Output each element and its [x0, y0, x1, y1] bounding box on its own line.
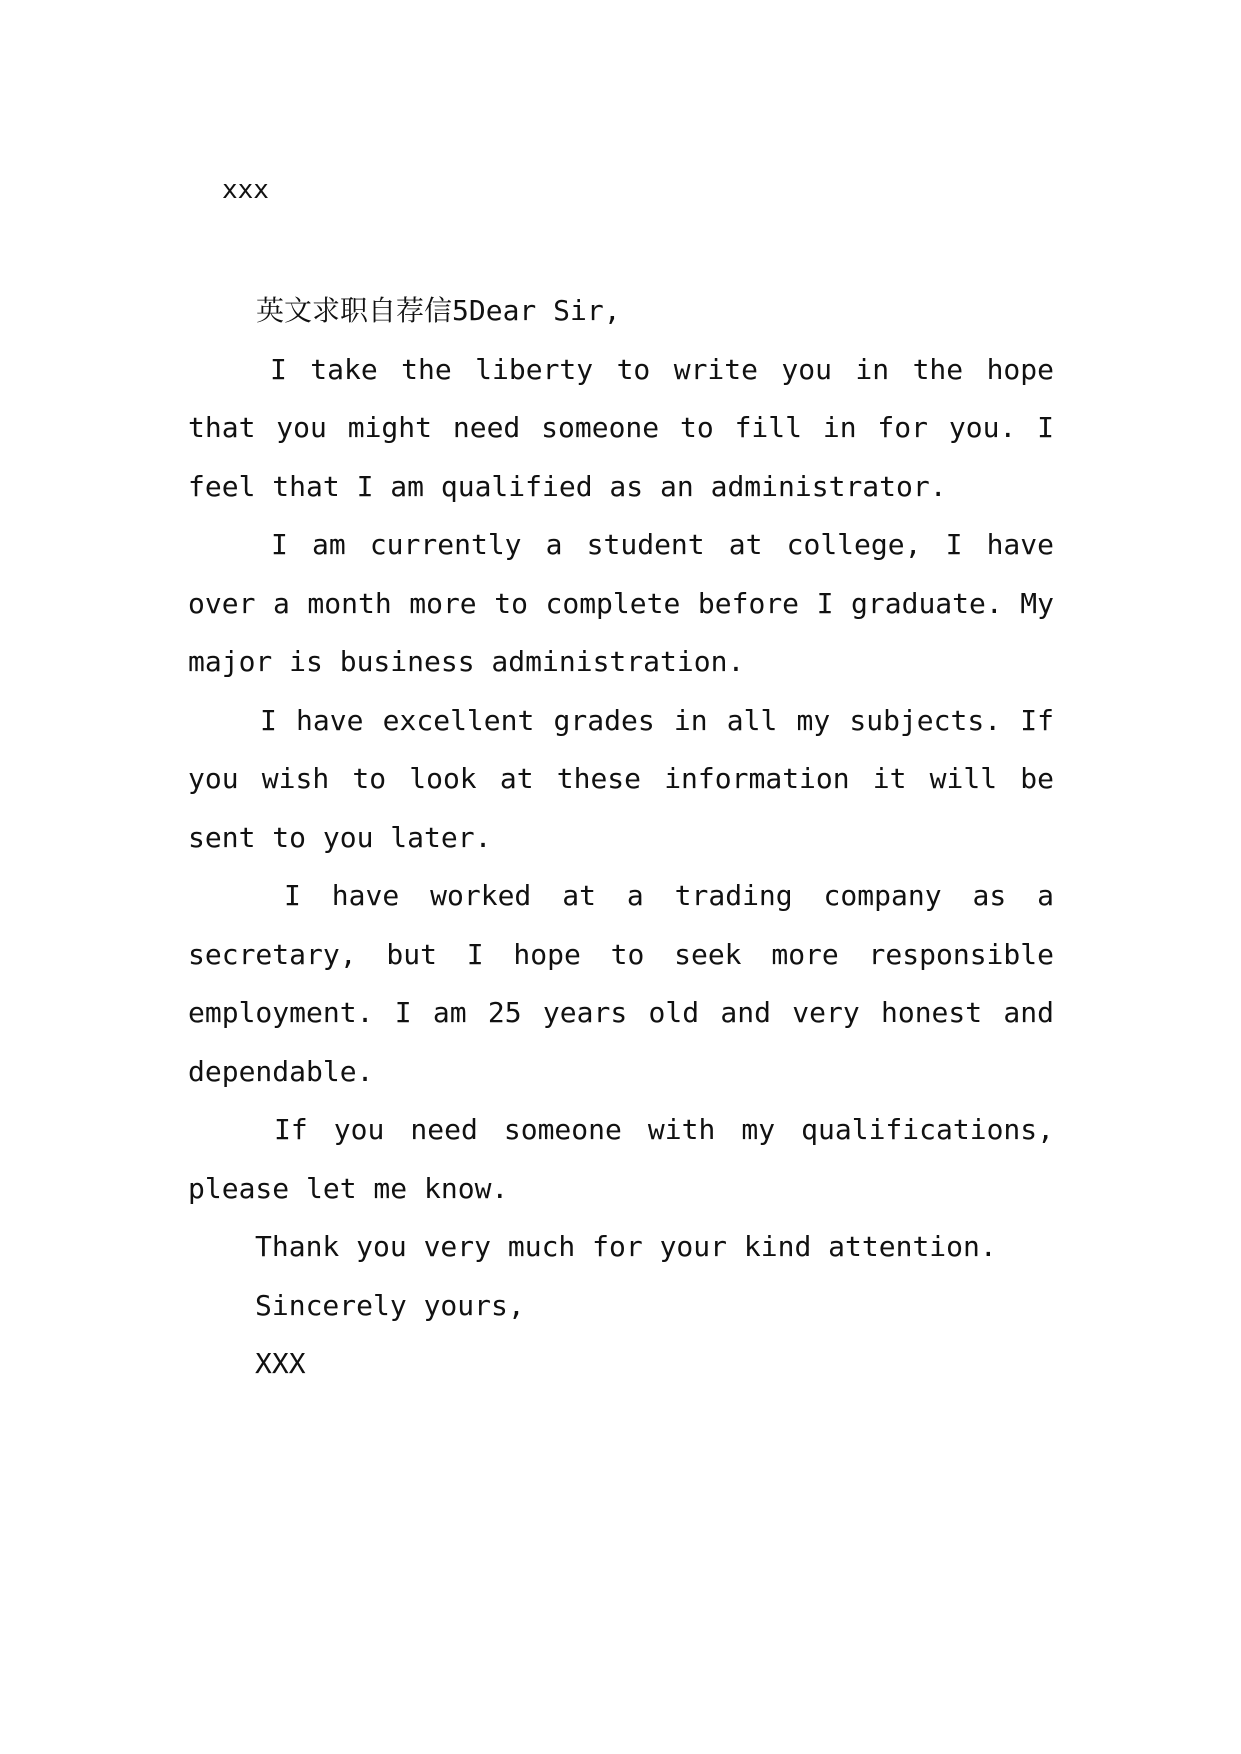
- letter-body: [188, 282, 1054, 1394]
- letter-paragraph: If you need someone with my qualifications, please let me know.: [188, 1113, 1054, 1205]
- letter-paragraph: I have worked at a trading company as a secretary, but I hope to seek more responsible employment. I am 25 years old and very honest and dependable.: [188, 879, 1054, 1088]
- letter-thanks: Thank you very much for your kind attention.: [255, 1230, 997, 1263]
- letter-paragraph: I have excellent grades in all my subjects. If you wish to look at these information it will be sent to you later.: [188, 703, 1054, 854]
- letter-signoff: Sincerely yours,: [255, 1288, 525, 1322]
- letter-paragraph: I am currently a student at college, I have over a month more to complete before I graduate. My major is business administration.: [188, 528, 1054, 678]
- letter-paragraph: I take the liberty to write you in the hope that you might need someone to fill in for you. I feel that I am qualified as an administrator.: [188, 352, 1054, 503]
- header-mark: xxx: [222, 175, 269, 205]
- letter-greeting: 英文求职自荐信5Dear Sir,: [256, 294, 621, 327]
- letter-signature: XXX: [255, 1347, 306, 1380]
